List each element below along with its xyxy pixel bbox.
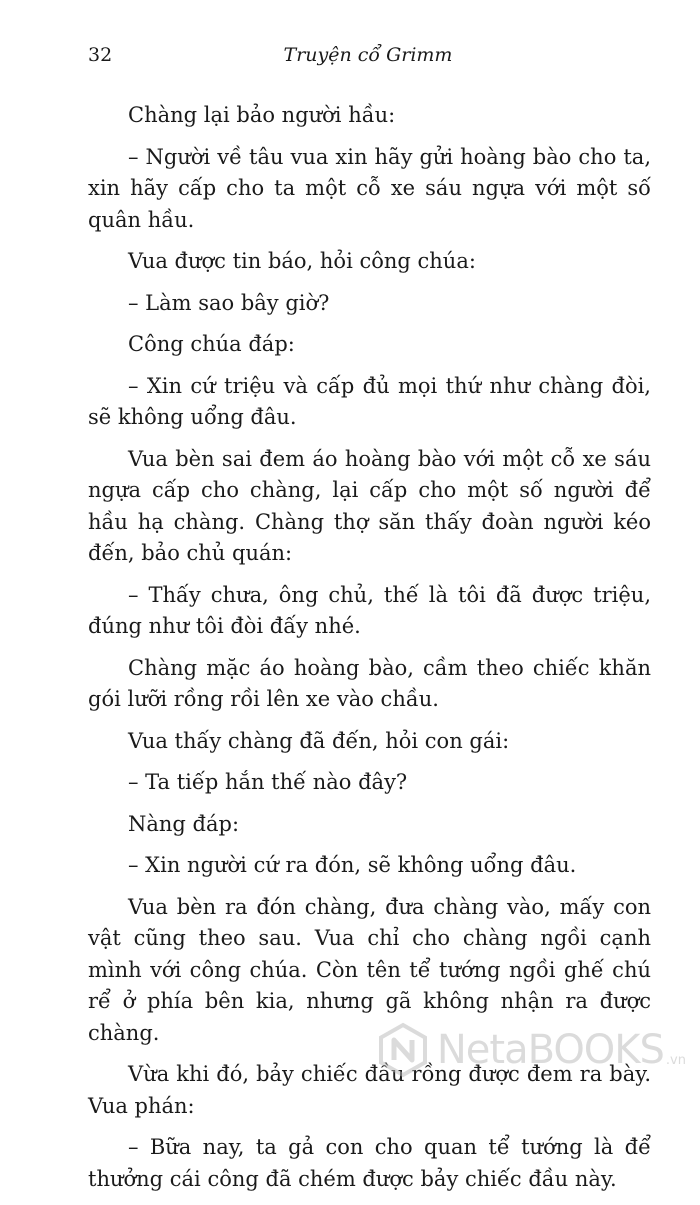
book-title: Truyện cổ Grimm — [283, 44, 453, 66]
paragraph: Vua được tin báo, hỏi công chúa: — [128, 249, 476, 273]
page-number: 32 — [88, 44, 113, 66]
paragraph: Chàng lại bảo người hầu: — [128, 103, 396, 127]
paragraph: – Ta tiếp hắn thế nào đây? — [128, 770, 408, 794]
paragraph: – Xin người cứ ra đón, sẽ không uổng đâu. — [128, 853, 577, 877]
netabooks-logo-icon — [375, 1022, 431, 1078]
paragraph: – Xin cứ triệu và cấp đủ mọi thứ như chàng đòi, sẽ không uổng đâu. — [88, 373, 651, 429]
watermark-suffix: .vn — [665, 1053, 686, 1068]
paragraph: Vừa khi đó, bảy chiếc đầu rồng được đem ra bày. Vua phán: — [88, 1062, 651, 1118]
paragraph: Vua bèn sai đem áo hoàng bào với một cỗ xe sáu ngựa cấp cho chàng, lại cấp cho một số người để hầu hạ chàng. Chàng thợ săn thấy đoàn người kéo đến, bảo chủ quán: — [88, 446, 651, 565]
netabooks-watermark — [375, 1022, 686, 1078]
paragraph: – Làm sao bây giờ? — [128, 290, 330, 315]
paragraph: Chàng mặc áo hoàng bào, cầm theo chiếc khăn gói lưỡi rồng rồi lên xe vào chầu. — [88, 655, 651, 711]
paragraph: – Bữa nay, ta gả con cho quan tể tướng là để thưởng cái công đã chém được bảy chiếc đầu này. — [88, 1135, 651, 1191]
paragraph: Vua thấy chàng đã đến, hỏi con gái: — [128, 728, 510, 753]
watermark-brand: NetaBOOKS — [436, 1027, 664, 1073]
paragraph: Công chúa đáp: — [128, 332, 295, 356]
paragraph: – Người về tâu vua xin hãy gửi hoàng bào cho ta, xin hãy cấp cho ta một cỗ xe sáu ngựa với một số quân hầu. — [88, 144, 651, 232]
paragraph: Nàng đáp: — [128, 811, 240, 836]
paragraph: Vua bèn ra đón chàng, đưa chàng vào, mấy con vật cũng theo sau. Vua chỉ cho chàng ngồi cạnh mình với công chúa. Còn tên tể tướng ngồi ghế chú rể ở phía bên kia, nhưng gã không nhận ra được chàng. — [88, 894, 651, 1045]
running-head — [88, 44, 648, 74]
paragraph: – Thấy chưa, ông chủ, thế là tôi đã được triệu, đúng như tôi đòi đấy nhé. — [88, 582, 651, 638]
